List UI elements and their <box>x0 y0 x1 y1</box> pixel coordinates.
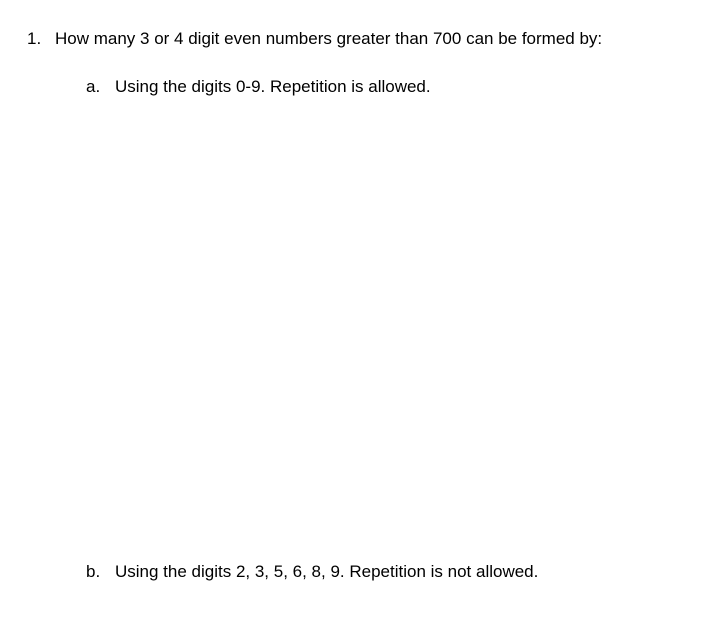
question-text: How many 3 or 4 digit even numbers greater than 700 can be formed by: <box>55 29 603 48</box>
question-number: 1. <box>27 29 42 48</box>
part-a-text: Using the digits 0-9. Repetition is allowed. <box>115 77 431 96</box>
question-part-b <box>86 562 538 582</box>
question-1 <box>27 29 602 49</box>
question-part-a <box>86 77 431 97</box>
part-b-text: Using the digits 2, 3, 5, 6, 8, 9. Repetition is not allowed. <box>115 562 539 581</box>
part-b-label: b. <box>86 562 101 581</box>
part-a-label: a. <box>86 77 101 96</box>
